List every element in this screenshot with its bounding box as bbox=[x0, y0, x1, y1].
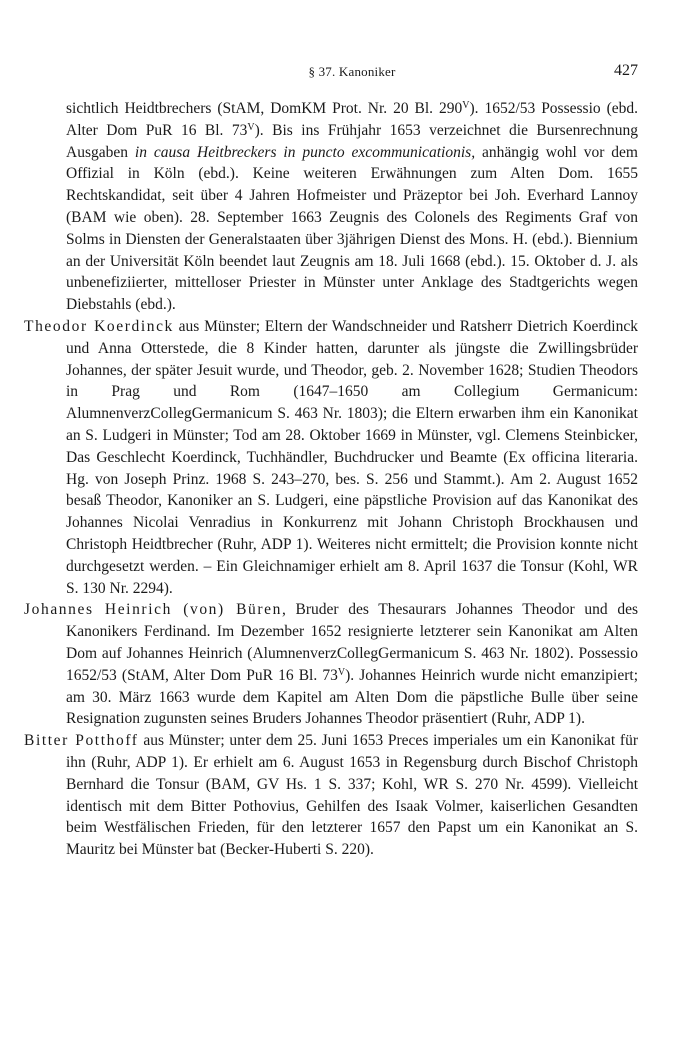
entry-potthoff bbox=[24, 730, 638, 861]
superscript: V bbox=[247, 121, 255, 133]
text-run: ). Bis ins Frühjahr 1653 verzeichnet die Bursenrechnung Ausgaben bbox=[66, 121, 639, 161]
entry-text: aus Münster; Eltern der Wandschneider und Ratsherr Dietrich Koerdinck und Anna Otterstede, die 8 Kinder hatten, darunter als jüngste die Zwillingsbrüder Johannes, der später Jesuit wurde, und Theodor, geb. 2. November 1628; Studien Theodors in Prag und Rom (1647–1650 am Collegium Germanicum: AlumnenverzCollegGermanicum S. 463 Nr. 1803); die Eltern erwarben ihm ein Kanonikat an S. Ludgeri in Münster; Tod am 28. Oktober 1669 in Münster, vgl. Clemens Steinbicker, Das Geschlecht Koerdinck, Tuchhändler, Buchdrucker und Beamte (Ex officina literaria. Hg. von Joseph Prinz. 1968 S. 243–270, bes. S. 256 und Stammt.). Am 2. August 1652 besaß Theodor, Kanoniker an S. Ludgeri, eine päpstliche Provision auf das Kanonikat des Johannes Nicolai Venradius in Konkurrenz mit Johann Christoph Brockhausen und Christoph Heidtbrecher (Ruhr, ADP 1). Weiteres nicht ermittelt; die Provision konnte nicht durchgesetzt werden. – Ein Gleichnamiger erhielt am 8. April 1637 die Tonsur (Kohl, WR S. 130 Nr. 2294). bbox=[66, 317, 638, 597]
text-run: ). Johannes Heinrich wurde nicht emanzipiert; am 30. März 1663 wurde dem Kapitel am Alten Dom die päpstliche Bulle über seine Resignation zugunsten seines Bruders Johannes Theodor präsentiert (Ruhr, ADP 1). bbox=[66, 666, 639, 728]
entry-name: Theodor Koerdinck bbox=[24, 317, 174, 335]
entry-text: aus Münster; unter dem 25. Juni 1653 Preces imperiales um ein Kanonikat für ihn (Ruhr, ADP 1). Er erhielt am 6. August 1653 in Regensburg durch Bischof Christoph Bernhard die Tonsur (BAM, GV Hs. 1 S. 337; Kohl, WR S. 270 Nr. 4599). Vielleicht identisch mit dem Bitter Pothovius, Gehilfen des Isaak Volmer, kaiserlichen Gesandten beim Westfälischen Frieden, für den letzterer 1657 den Papst um ein Kanonikat an S. Mauritz bei Münster bat (Becker-Huberti S. 220). bbox=[66, 732, 638, 859]
entry-name: Johannes Heinrich (von) Büren bbox=[24, 601, 282, 619]
text-run: anhängig wohl vor dem Offizial in Köln (ebd.). Keine weiteren Erwähnungen zum Alten Dom. 1655 Rechtskandidat, seit über 4 Jahren Hofmeister und Präzeptor bei Joh. Everhard Lannoy (BAM wie oben). 28. September 1663 Zeugnis des Colonels des Regiments Graf von Solms in Diensten der Generalstaaten über 3jährigen Dienst des Mons. H. (ebd.). Biennium an der Universität Köln beendet laut Zeugnis am 18. Juli 1668 (ebd.). 15. Oktober d. J. als unbenefiziierter, mittelloser Priester in Münster unter Anklage des Stadtgerichts wegen Diebstahls (ebd.). bbox=[66, 143, 638, 314]
entry-name: Bitter Potthoff bbox=[24, 732, 139, 750]
entry-koerdinck bbox=[24, 316, 638, 599]
page-header bbox=[66, 62, 638, 86]
text-run: , Bruder des Thesaurars Johannes Theodor und des Kanonikers Ferdinand. Im Dezember 1652 resignierte letzterer sein Kanonikat am Alten Dom auf Johannes Heinrich (AlumnenverzCollegGermanicum S. 463 Nr. 1802). Possessio 1652/53 (StAM, Alter Dom PuR 16 Bl. 73 bbox=[66, 601, 638, 684]
text-run: sichtlich Heidtbrechers (StAM, DomKM Prot. Nr. 20 Bl. 290 bbox=[66, 100, 463, 117]
continued-paragraph bbox=[24, 98, 638, 316]
italic-text: in causa Heitbreckers in puncto excommunicationis, bbox=[134, 143, 476, 161]
page-body bbox=[24, 98, 638, 861]
entry-bueren bbox=[24, 599, 638, 730]
superscript: V bbox=[337, 666, 346, 678]
running-title: § 37. Kanoniker bbox=[308, 64, 396, 79]
superscript: V bbox=[462, 100, 470, 111]
page-number: 427 bbox=[614, 62, 638, 79]
text-run: ). 1652/53 Possessio (ebd. Alter Dom PuR 16 Bl. 73 bbox=[66, 100, 638, 139]
